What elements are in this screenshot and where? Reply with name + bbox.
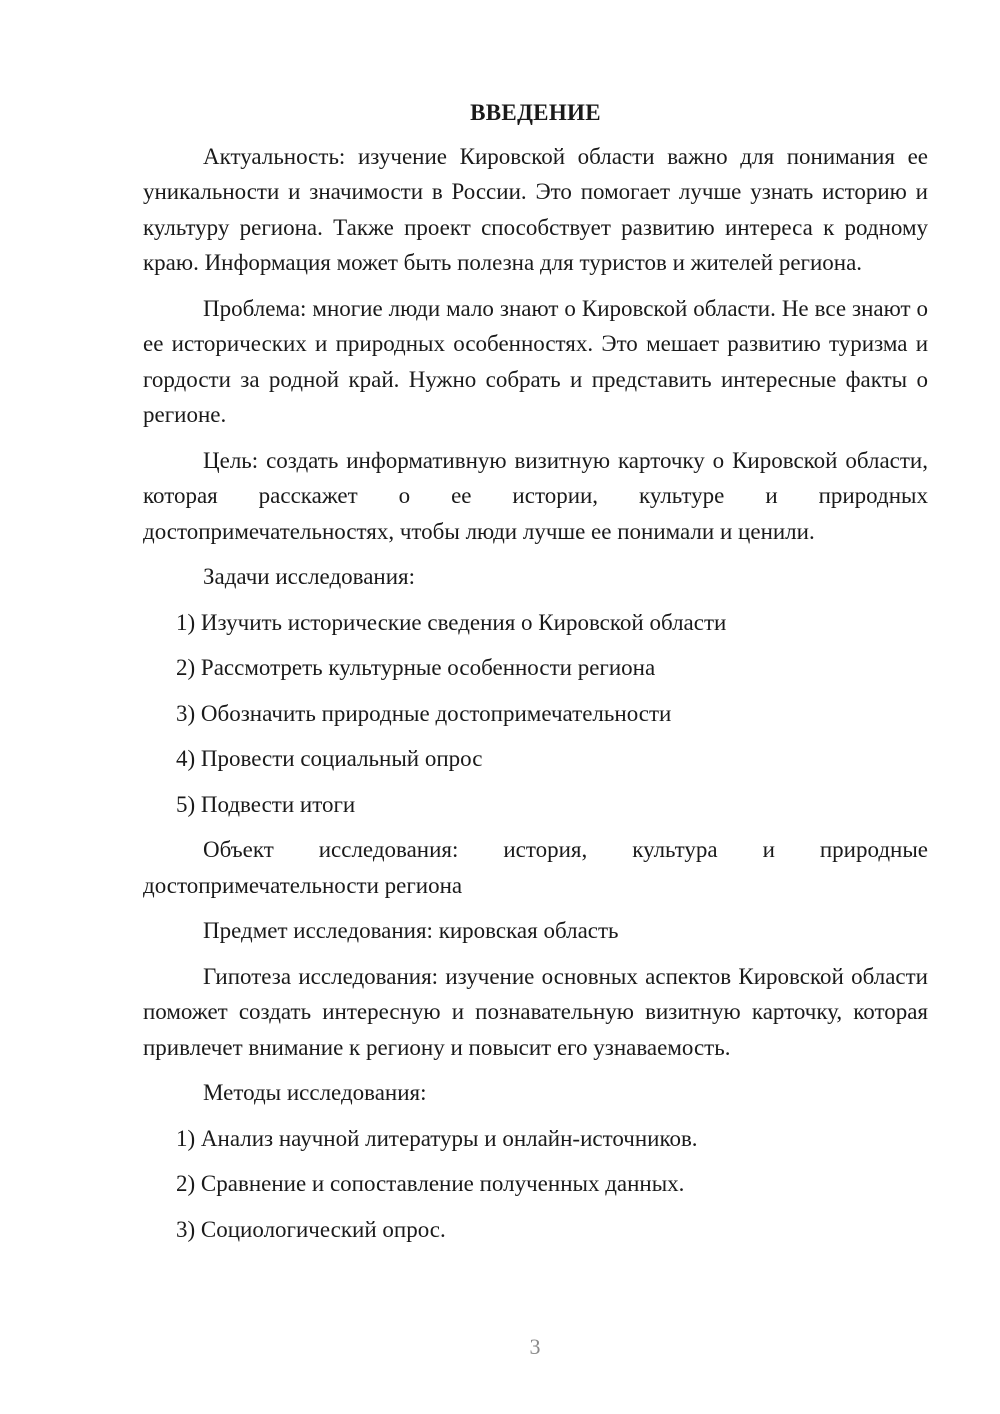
relevance-paragraph: Актуальность: изучение Кировской области важно для понимания ее уникальности и значимости в России. Это помогает лучше узнать историю и культуру региона. Также проект способствует развитию интереса к родному краю. Информация может быть полезна для туристов и жителей региона.	[143, 143, 928, 275]
task-item: 5) Подвести итоги	[176, 791, 356, 817]
document-title: ВВЕДЕНИЕ	[470, 100, 601, 125]
methods-heading: Методы исследования:	[203, 1080, 427, 1105]
task-item: 4) Провести социальный опрос	[176, 746, 483, 771]
document-page	[143, 95, 928, 1257]
tasks-heading: Задачи исследования:	[203, 564, 416, 589]
problem-paragraph: Проблема: многие люди мало знают о Кировской области. Не все знают о ее исторических и природных особенностях. Это мешает развитию туризма и гордости за родной край. Нужно собрать и представить интересные факты о регионе.	[143, 295, 928, 427]
methods-list	[143, 1121, 928, 1248]
method-item: 3) Социологический опрос.	[176, 1216, 446, 1242]
subject-paragraph: Предмет исследования: кировская область	[203, 918, 619, 943]
task-item: 2) Рассмотреть культурные особенности региона	[176, 655, 656, 680]
method-item: 2) Сравнение и сопоставление полученных данных.	[176, 1171, 685, 1196]
task-item: 3) Обозначить природные достопримечательности	[176, 700, 672, 726]
tasks-list	[143, 605, 928, 823]
object-paragraph: Объект исследования: история, культура и природные достопримечательности региона	[143, 837, 928, 898]
method-item: 1) Анализ научной литературы и онлайн-источников.	[176, 1125, 698, 1151]
hypothesis-paragraph: Гипотеза исследования: изучение основных аспектов Кировской области поможет создать интересную и познавательную визитную карточку, которая привлечет внимание к региону и повысит его узнаваемость.	[143, 963, 928, 1060]
task-item: 1) Изучить исторические сведения о Кировской области	[176, 609, 727, 635]
page-number: 3	[529, 1334, 541, 1359]
goal-paragraph: Цель: создать информативную визитную карточку о Кировской области, которая расскажет о ее истории, культуре и природных достопримечательностях, чтобы люди лучше ее понимали и ценили.	[143, 447, 928, 544]
